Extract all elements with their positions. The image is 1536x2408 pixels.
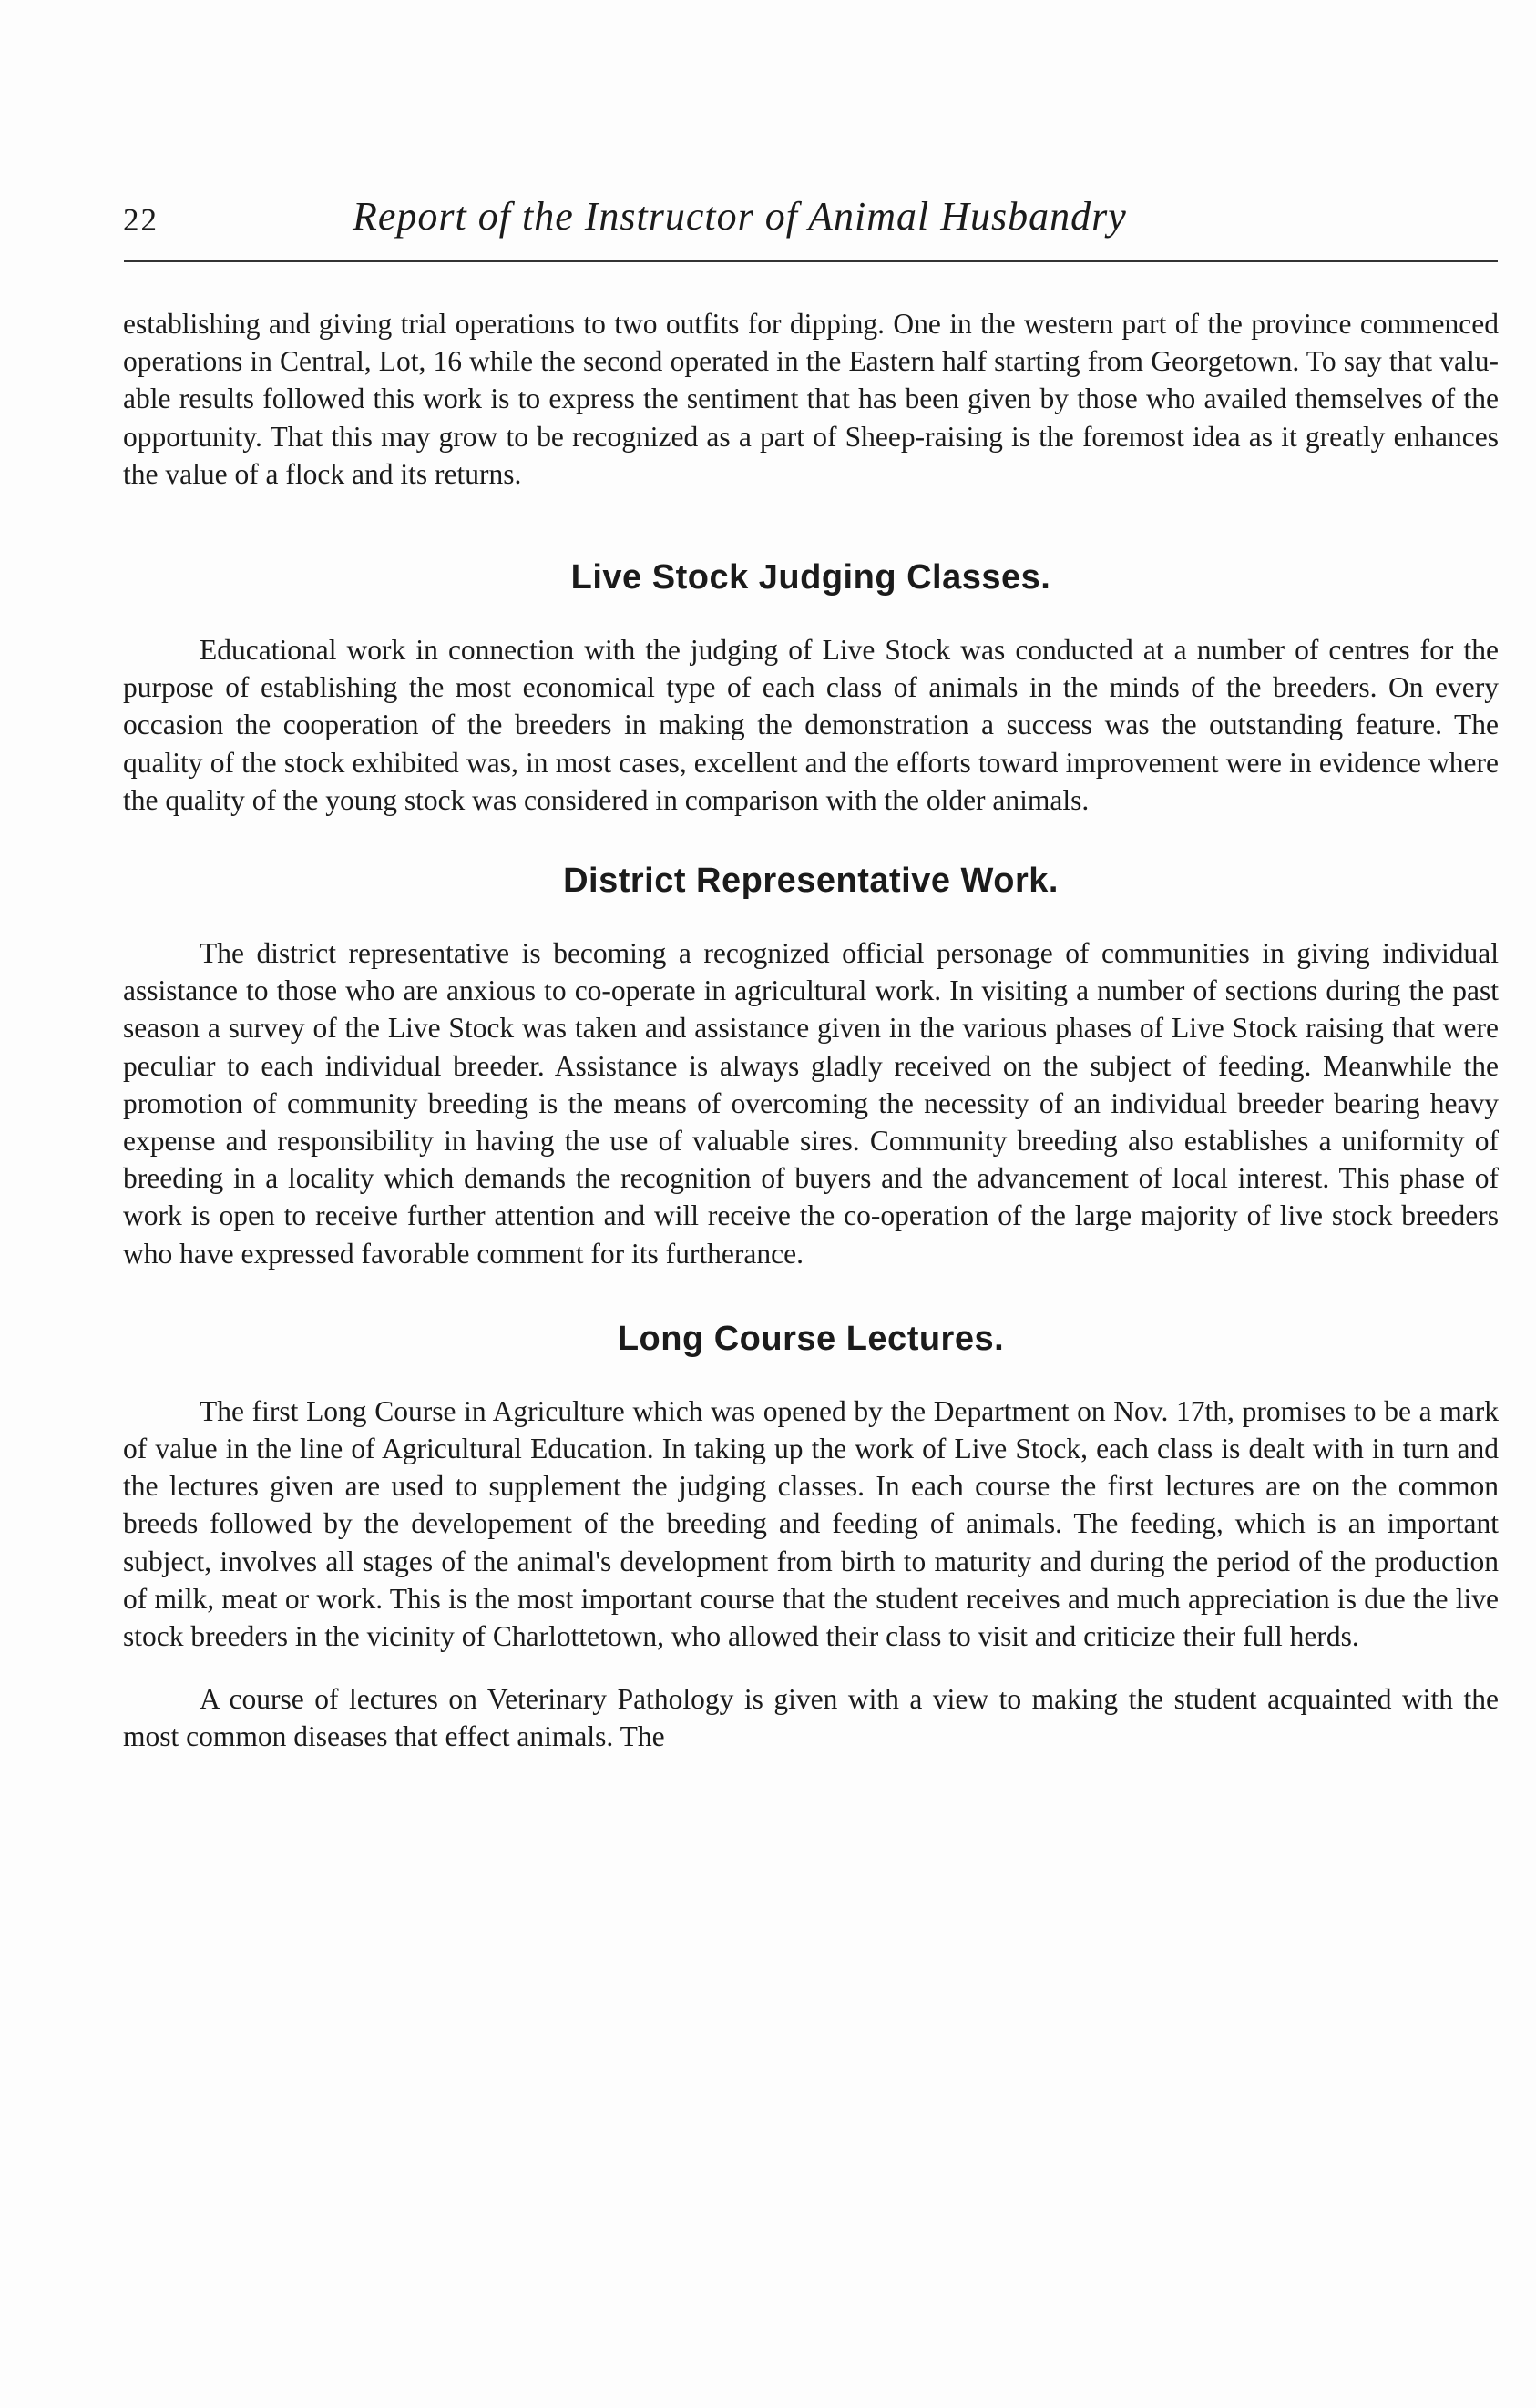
section-heading-district-representative: District Representative Work. [563, 862, 1059, 901]
long-course-paragraph: The first Long Course in Agriculture which was opened by the Department on Nov. 17th, promises to be a mark of value in the line of Agricultural Education. In taking up the work of Live Stock, each class is dealt with in turn and the lectures given are used to supplement the judging classes. In each course the first lectures are on the common breeds followed by the developement of the breeding and feeding of animals. The feeding, which is an important subject, involves all stages of the animal's development from birth to maturity and during the period of the production of milk, meat or work. This is the most important course that the student receives and much appreciation is due the live stock breeders in the vicinity of Charlottetown, who allowed their class to visit and criticize their full herds. [123, 1394, 1499, 1653]
veterinary-pathology-paragraph: A course of lectures on Veterinary Pathology is given with a view to making the student acquainted with the most common diseases that effect animals. The [123, 1683, 1499, 1753]
running-header [123, 193, 1499, 248]
page-number: 22 [123, 202, 159, 238]
district-representative-paragraph: The district representative is becoming a recognized official personage of communities in giving individual assistance to those who are anxious to co-operate in agricultural work. In visiting a number of sections during the past season a survey of the Live Stock was taken and assistance given in the various phases of Live Stock raising that were peculiar to each individual breeder. Assistance is always gladly received on the subject of feeding. Meanwhile the promotion of community breeding is the means of overcoming the necessity of an individual breeder bearing heavy expense and responsibility in having the use of valuable sires. Community breeding also establishes a uniformity of breeding in a locality which demands the recognition of buyers and the advancement of local interest. This phase of work is open to receive further attention and will receive the co-operation of the large majority of live stock breeders who have expressed favorable comment for its furtherance. [123, 937, 1499, 1270]
section-heading-long-course-lectures: Long Course Lectures. [617, 1319, 1005, 1358]
body-text [123, 305, 1499, 1756]
header-rule [124, 260, 1498, 262]
section-heading-live-stock-judging: Live Stock Judging Classes. [570, 558, 1051, 597]
live-stock-judging-paragraph: Educational work in connection with the judging of Live Stock was conducted at a number of centres for the purpose of establishing the most economical type of each class of animals in the minds of the breeders. On every occasion the cooperation of the breeders in making the demonstration a success was the outstanding feature. The quality of the stock exhibited was, in most cases, excellent and the efforts toward improvement were in evidence where the quality of the young stock was considered in comparison with the older animals. [123, 634, 1499, 816]
intro-paragraph: establishing and giving trial operations to two outfits for dipping. One in the western part of the province commenced operations in Central, Lot, 16 while the second operated in the Eastern half starting from Georgetown. To say that valuable results followed this work is to express the sentiment that has been given by those who availed themselves of the opportunity. That this may grow to be recognized as a part of Sheep-raising is the foremost idea as it greatly enhances the value of a flock and its returns. [123, 308, 1499, 490]
running-title: Report of the Instructor of Animal Husbandry [353, 194, 1127, 239]
